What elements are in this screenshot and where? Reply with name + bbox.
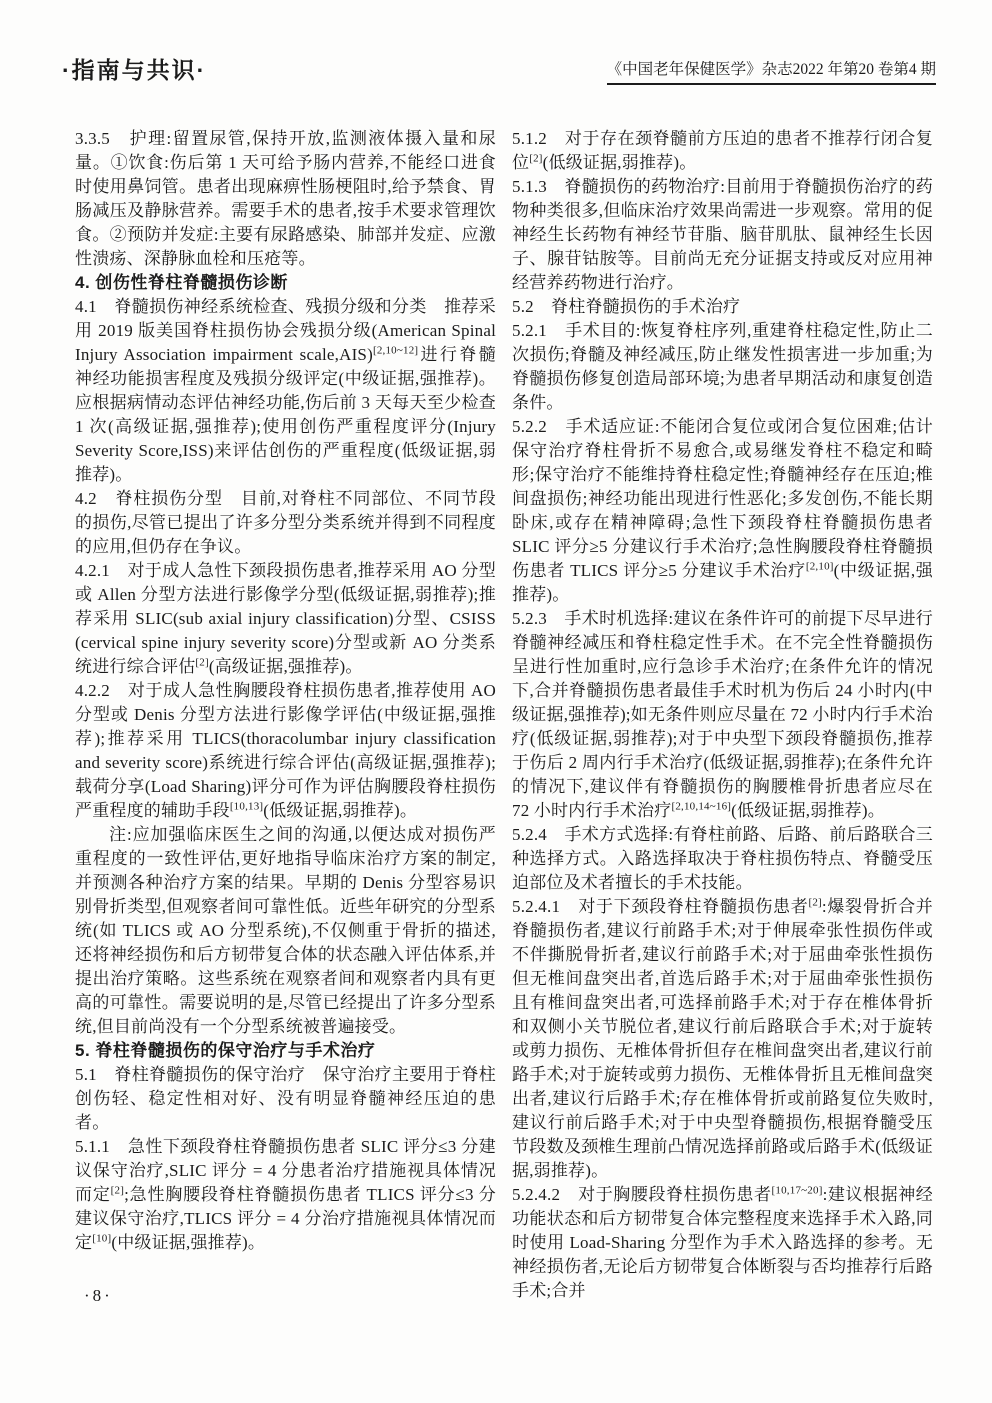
reference-superscript: [2,10] xyxy=(805,560,834,573)
paragraph xyxy=(512,127,933,175)
page-header xyxy=(62,52,936,85)
right-column xyxy=(512,127,933,1303)
text-run: 注:应加强临床医生之间的沟通,以便达成对损伤严重程度的一致性评估,更好地指导临床治疗方案的制定,并预测各种治疗方案的结果。早期的 Denis 分型容易识别骨折类型,但观察者间可靠性低。近些年研究的分型系统(如 TLICS 或 AO 分型系统),不仅侧重于骨折的描述,还将神经损伤和后方韧带复合体的状态融入评估体系,并提出治疗策略。这些系统在观察者间和观察者内具有更高的可靠性。需要说明的是,尽管已经提出了许多分型系统,但目前尚没有一个分型系统被普遍接受。 xyxy=(75,825,496,1036)
text-run: (高级证据,强推荐)。 xyxy=(208,657,363,676)
paragraph xyxy=(512,295,933,319)
page-number: ·8· xyxy=(84,1286,113,1305)
reference-superscript: [10,17~20] xyxy=(771,1184,823,1197)
paragraph xyxy=(512,319,933,415)
page-footer xyxy=(84,1286,113,1306)
paragraph xyxy=(75,127,496,271)
text-run: :爆裂骨折合并脊髓损伤者,建议行前路手术;对于伸展牵张性损伤伴或不伴撕脱骨折者,建议行前路手术;对于屈曲牵张性损伤但无椎间盘突出者,首选后路手术;对于屈曲牵张性损伤且有椎间盘突出者,可选择前路手术;对于存在椎体骨折和双侧小关节脱位者,建议行前后路联合手术;对于旋转或剪力损伤、无椎体骨折但存在椎间盘突出者,建议行前路手术;对于旋转或剪力损伤、无椎体骨折且无椎间盘突出者,建议行后路手术;存在椎体骨折或前路复位失败时,建议行前后路手术;对于中央型脊髓损伤,根据脊髓受压节段数及颈椎生理前凸情况选择前路或后路手术(低级证据,弱推荐)。 xyxy=(512,897,934,1180)
paragraph xyxy=(75,823,496,1039)
text-run: (低级证据,弱推荐)。 xyxy=(542,153,697,172)
text-run: 4.1 脊髓损伤神经系统检查、残损分级和分类 推荐采用 2019 版美国脊柱损伤协会残损分级(American Spinal Injury Association impairment scale,AIS) xyxy=(75,297,496,364)
text-run: 4.2.1 对于成人急性下颈段损伤患者,推荐采用 AO 分型或 Allen 分型方法进行影像学分型(低级证据,弱推荐);推荐采用 SLIC(sub axial injury classification)分型、CSISS (cervical spine injury severity score)分型或新 AO 分类系统进行综合评估 xyxy=(75,561,496,676)
text-run: 5.1 脊柱脊髓损伤的保守治疗 保守治疗主要用于脊柱创伤轻、稳定性相对好、没有明显脊髓神经压迫的患者。 xyxy=(75,1065,496,1132)
text-run: 5.1.1 急性下颈段脊柱脊髓损伤患者 SLIC 评分≤3 分建议保守治疗,SLIC 评分 = 4 分患者治疗措施视具体情况而定 xyxy=(75,1137,496,1204)
text-run: (低级证据,弱推荐)。 xyxy=(263,801,418,820)
paragraph xyxy=(512,175,933,295)
reference-superscript: [2,10,14~16] xyxy=(671,800,732,813)
text-run: ;急性胸腰段脊柱脊髓损伤患者 TLICS 评分≤3 分建议保守治疗,TLICS 评分 = 4 分治疗措施视具体情况而定 xyxy=(75,1185,496,1252)
text-run: 5.2.4 手术方式选择:有脊柱前路、后路、前后路联合三种选择方式。入路选择取决于脊柱损伤特点、脊髓受压迫部位及术者擅长的手术技能。 xyxy=(512,825,933,892)
paragraph xyxy=(512,823,933,895)
text-run: 5.1.2 对于存在颈脊髓前方压迫的患者不推荐行闭合复位 xyxy=(512,129,933,172)
text-run: :建议根据神经功能状态和后方韧带复合体完整程度来选择手术入路,同时使用 Load-Sharing 分型作为手术入路选择的参考。无神经损伤者,无论后方韧带复合体断裂与否均推荐行后路手术;合并 xyxy=(512,1185,933,1300)
paragraph xyxy=(75,487,496,559)
paragraph xyxy=(75,679,496,823)
text-run: 5.1.3 脊髓损伤的药物治疗:目前用于脊髓损伤治疗的药物种类很多,但临床治疗效果尚需进一步观察。常用的促神经生长药物有神经节苷脂、脑苷肌肽、鼠神经生长因子、腺苷钴胺等。目前尚无充分证据支持或反对应用神经营养药物进行治疗。 xyxy=(512,177,933,292)
text-run: 5.2.3 手术时机选择:建议在条件许可的前提下尽早进行脊髓神经减压和脊柱稳定性手术。在不完全性脊髓损伤呈进行性加重时,应行急诊手术治疗;在条件允许的情况下,合并脊髓损伤患者最佳手术时机为伤后 24 小时内(中级证据,强推荐);如无条件则应尽量在 72 小时内行手术治疗(低级证据,弱推荐);对于中央型下颈段脊髓损伤,推荐于伤后 2 周内行手术治疗(低级证据,弱推荐);在条件允许的情况下,建议伴有脊髓损伤的胸腰椎骨折患者应尽在 72 小时内行手术治疗 xyxy=(512,609,933,820)
text-run: 3.3.5 护理:留置尿管,保持开放,监测液体摄入量和尿量。①饮食:伤后第 1 天可给予肠内营养,不能经口进食时使用鼻饲管。患者出现麻痹性肠梗阻时,给予禁食、胃肠减压及静脉营养。需要手术的患者,按手术要求管理饮食。②预防并发症:主要有尿路感染、肺部并发症、应激性溃疡、深静脉血栓和压疮等。 xyxy=(75,129,496,268)
text-run: (中级证据,强推荐)。 xyxy=(512,561,934,604)
text-run: 5.2.4.2 对于胸腰段脊柱损伤患者 xyxy=(512,1185,772,1204)
paragraph xyxy=(512,895,933,1183)
text-run: 5.2.4.1 对于下颈段脊柱脊髓损伤患者 xyxy=(512,897,809,916)
paragraph xyxy=(75,1135,496,1255)
section-heading xyxy=(75,271,496,295)
reference-superscript: [2] xyxy=(195,656,209,669)
reference-superscript: [10] xyxy=(92,1232,112,1245)
paragraph xyxy=(512,607,933,823)
text-run: 5. 脊柱脊髓损伤的保守治疗与手术治疗 xyxy=(75,1041,376,1060)
text-run: 4.2 脊柱损伤分型 目前,对脊柱不同部位、不同节段的损伤,尽管已提出了许多分型分类系统并得到不同程度的应用,但仍存在争议。 xyxy=(75,489,496,556)
paragraph xyxy=(75,559,496,679)
reference-superscript: [2,10~12] xyxy=(372,344,419,357)
reference-superscript: [10,13] xyxy=(229,800,264,813)
reference-superscript: [2] xyxy=(110,1184,125,1197)
text-run: 4. 创伤性脊柱脊髓损伤诊断 xyxy=(75,273,288,292)
paragraph xyxy=(75,295,496,487)
paragraph xyxy=(512,1183,933,1303)
journal-issue-info: 《中国老年保健医学》杂志2022 年第20 卷第4 期 xyxy=(607,57,936,85)
text-run: 进行脊髓神经功能损害程度及残损分级评定(中级证据,强推荐)。应根据病情动态评估神经功能,伤后前 3 天每天至少检查 1 次(高级证据,强推荐);使用创伤严重程度评分(Injury Severity Score,ISS)来评估创伤的严重程度(低级证据,弱推荐)。 xyxy=(75,345,496,484)
article-body xyxy=(75,127,933,1303)
reference-superscript: [2] xyxy=(808,896,822,909)
text-run: 4.2.2 对于成人急性胸腰段脊柱损伤患者,推荐使用 AO 分型或 Denis 分型方法进行影像学评估(中级证据,强推荐);推荐采用 TLICS(thoracolumbar injury classification and severity score)系统进行综合评估(高级证据,强推荐);载荷分享(Load Sharing)评分可作为评估胸腰段脊柱损伤严重程度的辅助手段 xyxy=(75,681,496,820)
text-run: (低级证据,弱推荐)。 xyxy=(731,801,885,820)
paragraph xyxy=(512,415,933,607)
column-section-label: ·指南与共识· xyxy=(62,57,207,83)
text-run: 5.2.1 手术目的:恢复脊柱序列,重建脊柱稳定性,防止二次损伤;脊髓及神经减压,防止继发性损害进一步加重;为脊髓损伤修复创造局部环境;为患者早期活动和康复创造条件。 xyxy=(512,321,933,412)
paragraph xyxy=(75,1063,496,1135)
section-heading xyxy=(75,1039,496,1063)
text-run: (中级证据,强推荐)。 xyxy=(111,1233,266,1252)
left-column xyxy=(75,127,496,1303)
text-run: 5.2.2 手术适应证:不能闭合复位或闭合复位困难;估计保守治疗脊柱骨折不易愈合,或易继发脊柱不稳定和畸形;保守治疗不能维持脊柱稳定性;脊髓神经存在压迫;椎间盘损伤;神经功能出现进行性恶化;多发创伤,不能长期卧床,或存在精神障碍;急性下颈段脊柱脊髓损伤患者 SLIC 评分≥5 分建议行手术治疗;急性胸腰段脊柱脊髓损伤患者 TLICS 评分≥5 分建议手术治疗 xyxy=(512,417,933,580)
reference-superscript: [2] xyxy=(529,152,543,165)
text-run: 5.2 脊柱脊髓损伤的手术治疗 xyxy=(512,297,741,316)
